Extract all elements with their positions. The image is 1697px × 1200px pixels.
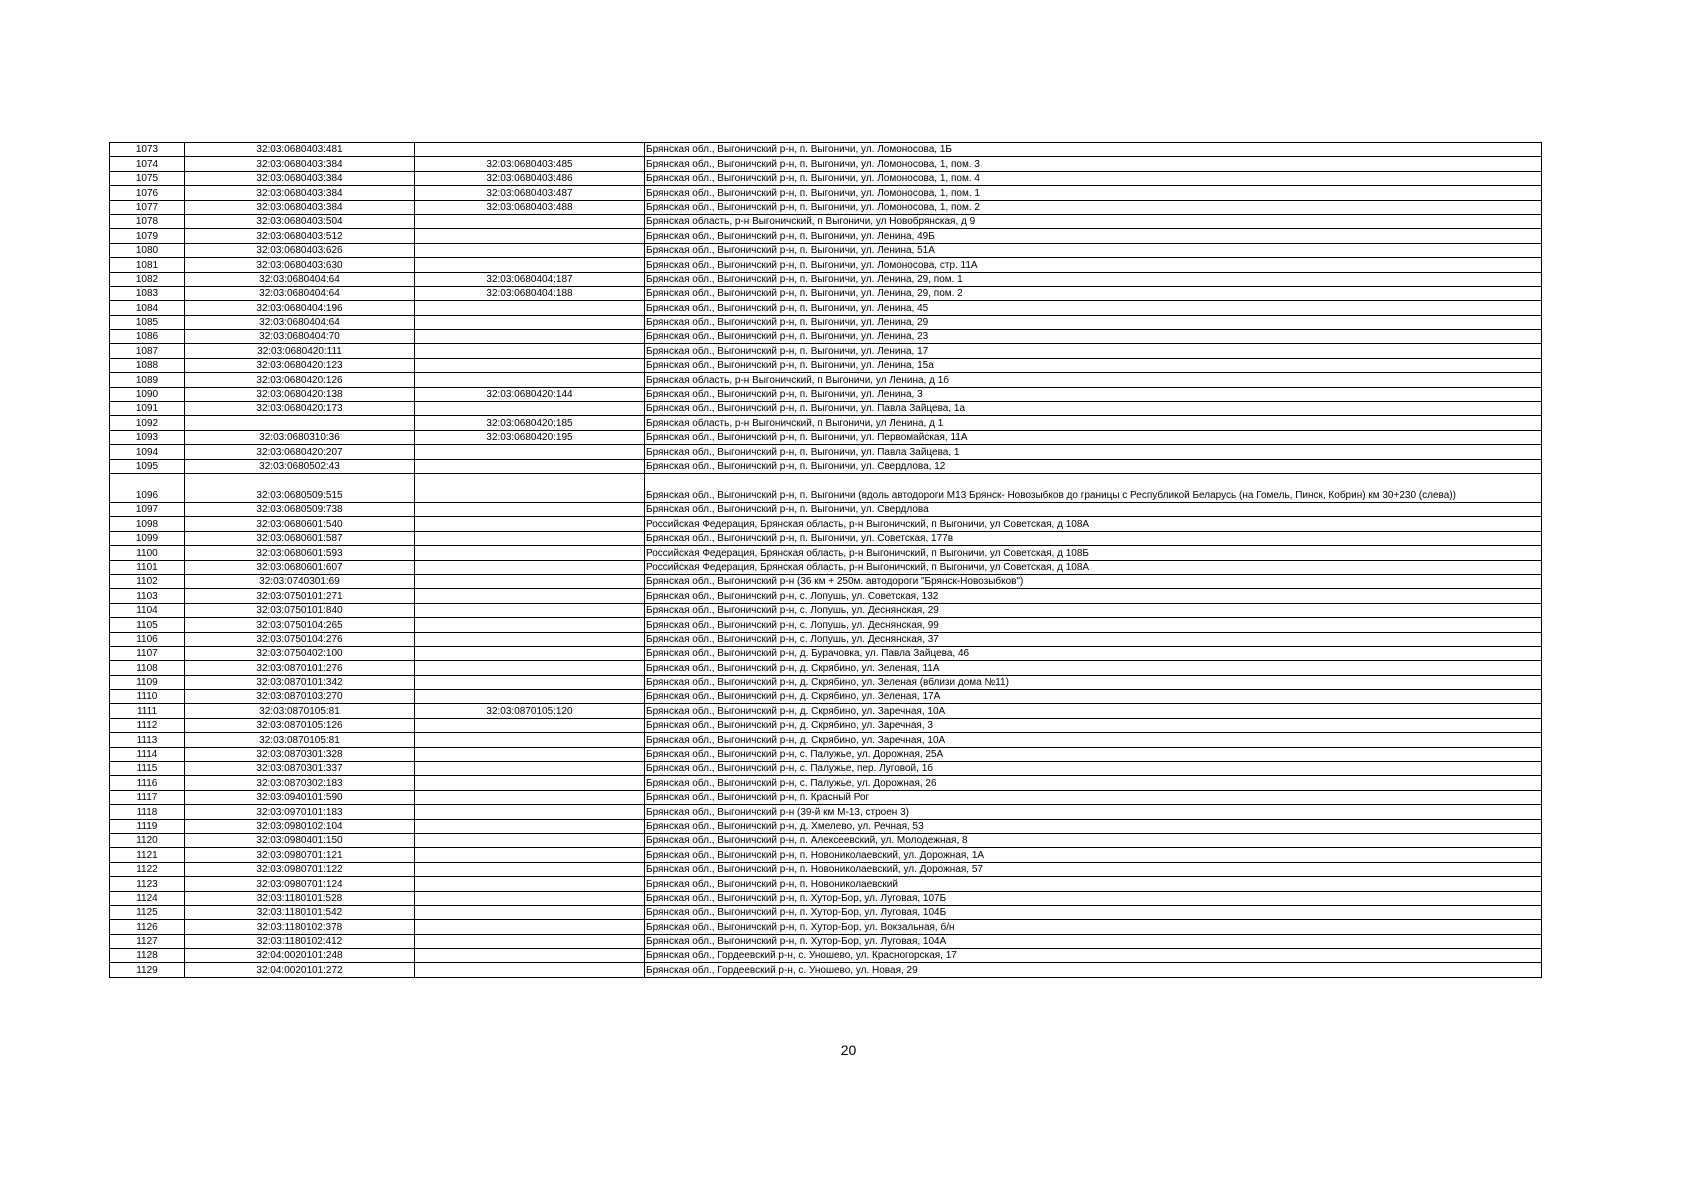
linked-cadastral-number-cell [415,589,645,603]
cadastral-number-cell: 32:03:0750104:276 [185,632,415,646]
cadastral-number-cell: 32:03:0870302:183 [185,776,415,790]
linked-cadastral-number-cell [415,776,645,790]
row-number-cell: 1105 [110,618,185,632]
table-row [110,963,1542,977]
address-cell: Брянская область, р-н Выгоничский, п Выгоничи, ул Ленина, д 1 [645,416,1542,430]
cadastral-number-cell: 32:03:0870101:276 [185,661,415,675]
address-cell: Брянская область, р-н Выгоничский, п Выгоничи, ул Ленина, д 1б [645,373,1542,387]
address-cell: Брянская обл., Выгоничский р-н, с. Лопушь, ул. Деснянская, 37 [645,632,1542,646]
linked-cadastral-number-cell: 32:03:0680420:195 [415,430,645,444]
address-cell: Брянская обл., Выгоничский р-н, с. Палужье, пер. Луговой, 1б [645,762,1542,776]
address-cell: Брянская обл., Выгоничский р-н, п. Выгоничи, ул. Свердлова [645,502,1542,516]
cadastral-number-cell: 32:04:0020101:272 [185,963,415,977]
address-cell: Брянская обл., Выгоничский р-н, п. Выгоничи, ул. Ломоносова, 1, пом. 4 [645,171,1542,185]
cadastral-number-cell: 32:03:0680403:384 [185,200,415,214]
linked-cadastral-number-cell [415,143,645,157]
row-number-cell: 1090 [110,387,185,401]
table-row [110,358,1542,372]
cadastral-number-cell: 32:03:0750402:100 [185,646,415,660]
address-cell: Брянская обл., Выгоничский р-н, с. Лопушь, ул. Деснянская, 29 [645,603,1542,617]
cadastral-number-cell: 32:03:0680420:207 [185,445,415,459]
table-row [110,171,1542,185]
table-row [110,402,1542,416]
linked-cadastral-number-cell: 32:03:0870105:120 [415,704,645,718]
row-number-cell: 1112 [110,718,185,732]
cadastral-number-cell: 32:03:0680404:64 [185,315,415,329]
row-number-cell: 1115 [110,762,185,776]
row-number-cell: 1121 [110,848,185,862]
cadastral-number-cell: 32:04:0020101:248 [185,949,415,963]
row-number-cell: 1108 [110,661,185,675]
table-row [110,214,1542,228]
linked-cadastral-number-cell [415,258,645,272]
cadastral-number-cell: 32:03:0980102:104 [185,819,415,833]
linked-cadastral-number-cell [415,214,645,228]
cadastral-number-cell: 32:03:0870101:342 [185,675,415,689]
linked-cadastral-number-cell [415,402,645,416]
linked-cadastral-number-cell [415,790,645,804]
table-row [110,747,1542,761]
address-cell: Российская Федерация, Брянская область, р-н Выгоничский, п Выгоничи, ул Советская, д 108А [645,517,1542,531]
address-cell: Брянская обл., Выгоничский р-н, п. Выгоничи, ул. Ленина, 15а [645,358,1542,372]
cadastral-number-cell: 32:03:0750101:271 [185,589,415,603]
linked-cadastral-number-cell [415,229,645,243]
linked-cadastral-number-cell [415,891,645,905]
linked-cadastral-number-cell: 32:03:0680404:188 [415,286,645,300]
table-row [110,934,1542,948]
linked-cadastral-number-cell [415,675,645,689]
linked-cadastral-number-cell [415,848,645,862]
linked-cadastral-number-cell [415,301,645,315]
address-cell: Брянская обл., Гордеевский р-н, с. Уношево, ул. Красногорская, 17 [645,949,1542,963]
linked-cadastral-number-cell [415,531,645,545]
cadastral-number-cell: 32:03:0680403:504 [185,214,415,228]
linked-cadastral-number-cell [415,330,645,344]
table-row [110,949,1542,963]
linked-cadastral-number-cell [415,560,645,574]
row-number-cell: 1073 [110,143,185,157]
table-row [110,445,1542,459]
row-number-cell: 1074 [110,157,185,171]
address-cell: Брянская обл., Выгоничский р-н (36 км + 250м. автодороги "Брянск-Новозыбков") [645,574,1542,588]
linked-cadastral-number-cell [415,805,645,819]
table-row [110,675,1542,689]
row-number-cell: 1100 [110,546,185,560]
row-number-cell: 1126 [110,920,185,934]
row-number-cell: 1110 [110,690,185,704]
table-row [110,877,1542,891]
cadastral-number-cell: 32:03:0680403:512 [185,229,415,243]
address-cell: Брянская обл., Выгоничский р-н, д. Скрябино, ул. Зеленая, 17А [645,690,1542,704]
row-number-cell: 1104 [110,603,185,617]
cadastral-number-cell: 32:03:0680601:587 [185,531,415,545]
cadastral-number-cell: 32:03:0680420:138 [185,387,415,401]
table-row [110,546,1542,560]
row-number-cell: 1102 [110,574,185,588]
cadastral-number-cell: 32:03:0750101:840 [185,603,415,617]
linked-cadastral-number-cell [415,632,645,646]
table-row [110,416,1542,430]
address-cell: Брянская обл., Выгоничский р-н, д. Скрябино, ул. Зеленая (вблизи дома №11) [645,675,1542,689]
row-number-cell: 1119 [110,819,185,833]
address-cell: Брянская обл., Выгоничский р-н, п. Выгоничи, ул. Ленина, 23 [645,330,1542,344]
linked-cadastral-number-cell [415,344,645,358]
address-cell: Брянская обл., Выгоничский р-н, п. Выгоничи, ул. Ленина, 17 [645,344,1542,358]
row-number-cell: 1122 [110,862,185,876]
linked-cadastral-number-cell [415,618,645,632]
table-row [110,833,1542,847]
cadastral-number-cell: 32:03:0980701:124 [185,877,415,891]
row-number-cell: 1082 [110,272,185,286]
linked-cadastral-number-cell [415,905,645,919]
table-row [110,618,1542,632]
linked-cadastral-number-cell [415,459,645,473]
address-cell: Брянская обл., Выгоничский р-н, п. Выгоничи, ул. Первомайская, 11А [645,430,1542,444]
address-cell: Брянская обл., Выгоничский р-н, д. Хмелево, ул. Речная, 53 [645,819,1542,833]
table-row [110,589,1542,603]
address-cell: Брянская обл., Выгоничский р-н, с. Лопушь, ул. Советская, 132 [645,589,1542,603]
cadastral-number-cell: 32:03:0680403:384 [185,157,415,171]
table-row [110,920,1542,934]
cadastral-number-cell: 32:03:0680509:738 [185,502,415,516]
linked-cadastral-number-cell [415,718,645,732]
cadastral-number-cell: 32:03:0870103:270 [185,690,415,704]
row-number-cell: 1125 [110,905,185,919]
address-cell: Брянская обл., Выгоничский р-н, д. Бурачовка, ул. Павла Зайцева, 46 [645,646,1542,660]
linked-cadastral-number-cell: 32:03:0680403:487 [415,186,645,200]
cadastral-number-cell: 32:03:0680502:43 [185,459,415,473]
cadastral-number-cell: 32:03:0680403:384 [185,186,415,200]
row-number-cell: 1086 [110,330,185,344]
address-cell: Брянская обл., Выгоничский р-н, с. Палужье, ул. Дорожная, 25А [645,747,1542,761]
cadastral-number-cell: 32:03:0680420:126 [185,373,415,387]
row-number-cell: 1084 [110,301,185,315]
table-row [110,848,1542,862]
table-row [110,560,1542,574]
address-cell: Брянская обл., Выгоничский р-н (39-й км М-13, строен 3) [645,805,1542,819]
cadastral-number-cell: 32:03:0680509:515 [185,473,415,502]
table-row [110,862,1542,876]
cadastral-number-cell: 32:03:0870105:81 [185,733,415,747]
table-row [110,632,1542,646]
cadastral-number-cell: 32:03:0870301:337 [185,762,415,776]
cadastral-number-cell: 32:03:0870105:126 [185,718,415,732]
row-number-cell: 1083 [110,286,185,300]
linked-cadastral-number-cell [415,358,645,372]
table-row [110,790,1542,804]
table-row [110,387,1542,401]
address-cell: Брянская обл., Выгоничский р-н, д. Скрябино, ул. Зеленая, 11А [645,661,1542,675]
address-cell: Брянская обл., Выгоничский р-н, п. Хутор-Бор, ул. Луговая, 104Б [645,905,1542,919]
linked-cadastral-number-cell [415,747,645,761]
linked-cadastral-number-cell [415,373,645,387]
address-cell: Брянская обл., Выгоничский р-н, п. Хутор-Бор, ул. Луговая, 104А [645,934,1542,948]
address-cell: Брянская обл., Выгоничский р-н, п. Выгоничи (вдоль автодороги М13 Брянск- Новозыбков до границы с Республикой Беларусь (на Гомель, Пинск, Кобрин) км 30+230 (слева)) [645,473,1542,502]
address-cell: Брянская обл., Выгоничский р-н, п. Выгоничи, ул. Ломоносова, стр. 11А [645,258,1542,272]
table-row [110,143,1542,157]
address-cell: Брянская обл., Выгоничский р-н, п. Выгоничи, ул. Ленина, 29, пом. 1 [645,272,1542,286]
table-row [110,661,1542,675]
table-row [110,531,1542,545]
linked-cadastral-number-cell [415,690,645,704]
cadastral-number-cell: 32:03:0680403:630 [185,258,415,272]
cadastral-number-cell: 32:03:0680403:481 [185,143,415,157]
linked-cadastral-number-cell [415,661,645,675]
address-cell: Брянская обл., Выгоничский р-н, п. Выгоничи, ул. Ленина, 3 [645,387,1542,401]
row-number-cell: 1120 [110,833,185,847]
linked-cadastral-number-cell [415,243,645,257]
linked-cadastral-number-cell: 32:03:0680420:185 [415,416,645,430]
linked-cadastral-number-cell [415,445,645,459]
address-cell: Брянская обл., Выгоничский р-н, п. Выгоничи, ул. Ленина, 45 [645,301,1542,315]
table-row [110,690,1542,704]
address-cell: Брянская область, р-н Выгоничский, п Выгоничи, ул Новобрянская, д 9 [645,214,1542,228]
row-number-cell: 1114 [110,747,185,761]
address-cell: Брянская обл., Выгоничский р-н, с. Палужье, ул. Дорожная, 26 [645,776,1542,790]
row-number-cell: 1106 [110,632,185,646]
linked-cadastral-number-cell [415,517,645,531]
address-cell: Брянская обл., Выгоничский р-н, п. Выгоничи, ул. Советская, 177в [645,531,1542,545]
linked-cadastral-number-cell [415,963,645,977]
row-number-cell: 1124 [110,891,185,905]
cadastral-number-cell: 32:03:0870301:328 [185,747,415,761]
row-number-cell: 1109 [110,675,185,689]
address-cell: Брянская обл., Выгоничский р-н, д. Скрябино, ул. Заречная, 10А [645,733,1542,747]
table-row [110,574,1542,588]
address-cell: Брянская обл., Выгоничский р-н, п. Выгоничи, ул. Павла Зайцева, 1 [645,445,1542,459]
table-row [110,704,1542,718]
linked-cadastral-number-cell: 32:03:0680403:486 [415,171,645,185]
table-row [110,315,1542,329]
linked-cadastral-number-cell [415,833,645,847]
cadastral-number-cell: 32:03:0680403:626 [185,243,415,257]
cadastral-number-cell: 32:03:0680601:540 [185,517,415,531]
table-row [110,272,1542,286]
table-row [110,330,1542,344]
row-number-cell: 1111 [110,704,185,718]
cadastral-number-cell: 32:03:0680601:607 [185,560,415,574]
row-number-cell: 1095 [110,459,185,473]
address-cell: Брянская обл., Выгоничский р-н, п. Выгоничи, ул. Ленина, 51А [645,243,1542,257]
linked-cadastral-number-cell [415,473,645,502]
table-row [110,805,1542,819]
table-row [110,473,1542,502]
cadastral-number-cell: 32:03:0680404:70 [185,330,415,344]
address-cell: Брянская обл., Выгоничский р-н, с. Лопушь, ул. Деснянская, 99 [645,618,1542,632]
linked-cadastral-number-cell [415,574,645,588]
cadastral-number-cell: 32:03:0980701:121 [185,848,415,862]
table-row [110,776,1542,790]
table-row [110,891,1542,905]
cadastral-number-cell: 32:03:0940101:590 [185,790,415,804]
cadastral-number-cell: 32:03:0750104:265 [185,618,415,632]
address-cell: Брянская обл., Выгоничский р-н, п. Новониколаевский [645,877,1542,891]
linked-cadastral-number-cell [415,762,645,776]
address-cell: Брянская обл., Выгоничский р-н, п. Выгоничи, ул. Павла Зайцева, 1а [645,402,1542,416]
page-number: 20 [840,1042,857,1058]
row-number-cell: 1081 [110,258,185,272]
row-number-cell: 1123 [110,877,185,891]
row-number-cell: 1079 [110,229,185,243]
linked-cadastral-number-cell [415,934,645,948]
cadastral-number-cell: 32:03:0680310:36 [185,430,415,444]
row-number-cell: 1101 [110,560,185,574]
address-cell: Брянская обл., Выгоничский р-н, п. Новониколаевский, ул. Дорожная, 1А [645,848,1542,862]
address-cell: Российская Федерация, Брянская область, р-н Выгоничский, п Выгоничи, ул Советская, д 108А [645,560,1542,574]
address-cell: Брянская обл., Выгоничский р-н, п. Выгоничи, ул. Ленина, 29 [645,315,1542,329]
table-row [110,603,1542,617]
row-number-cell: 1093 [110,430,185,444]
row-number-cell: 1103 [110,589,185,603]
table-row [110,905,1542,919]
linked-cadastral-number-cell [415,733,645,747]
row-number-cell: 1128 [110,949,185,963]
address-cell: Брянская обл., Выгоничский р-н, д. Скрябино, ул. Заречная, 3 [645,718,1542,732]
linked-cadastral-number-cell [415,603,645,617]
row-number-cell: 1080 [110,243,185,257]
linked-cadastral-number-cell: 32:03:0680403:488 [415,200,645,214]
row-number-cell: 1096 [110,473,185,502]
row-number-cell: 1075 [110,171,185,185]
address-cell: Брянская обл., Выгоничский р-н, п. Алексеевский, ул. Молодежная, 8 [645,833,1542,847]
table-body [110,143,1542,978]
row-number-cell: 1097 [110,502,185,516]
cadastral-number-cell: 32:03:1180102:412 [185,934,415,948]
registry-sheet [109,142,1542,978]
table-row [110,733,1542,747]
table-row [110,718,1542,732]
address-cell: Брянская обл., Выгоничский р-н, п. Красный Рог [645,790,1542,804]
address-cell: Брянская обл., Выгоничский р-н, д. Скрябино, ул. Заречная, 10А [645,704,1542,718]
cadastral-number-cell: 32:03:0740301:69 [185,574,415,588]
linked-cadastral-number-cell: 32:03:0680404:187 [415,272,645,286]
table-row [110,459,1542,473]
row-number-cell: 1116 [110,776,185,790]
linked-cadastral-number-cell [415,862,645,876]
cadastral-number-cell: 32:03:0980701:122 [185,862,415,876]
table-row [110,373,1542,387]
row-number-cell: 1107 [110,646,185,660]
row-number-cell: 1092 [110,416,185,430]
row-number-cell: 1099 [110,531,185,545]
row-number-cell: 1089 [110,373,185,387]
address-cell: Брянская обл., Выгоничский р-н, п. Выгоничи, ул. Ломоносова, 1, пом. 2 [645,200,1542,214]
linked-cadastral-number-cell [415,920,645,934]
address-cell: Брянская обл., Выгоничский р-н, п. Выгоничи, ул. Ломоносова, 1Б [645,143,1542,157]
table-row [110,344,1542,358]
linked-cadastral-number-cell [415,646,645,660]
table-row [110,243,1542,257]
linked-cadastral-number-cell: 32:03:0680403:485 [415,157,645,171]
row-number-cell: 1076 [110,186,185,200]
linked-cadastral-number-cell [415,949,645,963]
table-row [110,258,1542,272]
row-number-cell: 1091 [110,402,185,416]
linked-cadastral-number-cell [415,315,645,329]
cadastral-number-cell: 32:03:1180101:542 [185,905,415,919]
address-cell: Брянская обл., Выгоничский р-н, п. Выгоничи, ул. Ломоносова, 1, пом. 1 [645,186,1542,200]
row-number-cell: 1088 [110,358,185,372]
linked-cadastral-number-cell: 32:03:0680420:144 [415,387,645,401]
cadastral-number-cell: 32:03:0980401:150 [185,833,415,847]
table-row [110,186,1542,200]
row-number-cell: 1127 [110,934,185,948]
cadastral-number-cell: 32:03:0680404:196 [185,301,415,315]
row-number-cell: 1094 [110,445,185,459]
address-cell: Брянская обл., Выгоничский р-н, п. Хутор-Бор, ул. Вокзальная, б/н [645,920,1542,934]
row-number-cell: 1129 [110,963,185,977]
cadastral-number-cell: 32:03:1180102:378 [185,920,415,934]
row-number-cell: 1087 [110,344,185,358]
address-cell: Брянская обл., Выгоничский р-н, п. Выгоничи, ул. Ломоносова, 1, пом. 3 [645,157,1542,171]
address-cell: Брянская обл., Выгоничский р-н, п. Выгоничи, ул. Ленина, 49Б [645,229,1542,243]
cadastral-number-cell: 32:03:0680420:111 [185,344,415,358]
row-number-cell: 1077 [110,200,185,214]
cadastral-number-cell: 32:03:0680420:123 [185,358,415,372]
cadastral-number-cell: 32:03:0680420:173 [185,402,415,416]
table-row [110,286,1542,300]
linked-cadastral-number-cell [415,819,645,833]
table-row [110,517,1542,531]
table-row [110,646,1542,660]
linked-cadastral-number-cell [415,502,645,516]
cadastral-number-cell: 32:03:0680404:64 [185,272,415,286]
table-row [110,502,1542,516]
cadastral-number-cell: 32:03:1180101:528 [185,891,415,905]
address-cell: Брянская обл., Выгоничский р-н, п. Хутор-Бор, ул. Луговая, 107Б [645,891,1542,905]
table-row [110,229,1542,243]
table-row [110,301,1542,315]
row-number-cell: 1113 [110,733,185,747]
table-row [110,762,1542,776]
table-row [110,157,1542,171]
address-cell: Брянская обл., Выгоничский р-н, п. Новониколаевский, ул. Дорожная, 57 [645,862,1542,876]
cadastral-number-cell: 32:03:0970101:183 [185,805,415,819]
cadastral-number-cell: 32:03:0680601:593 [185,546,415,560]
cadastral-number-cell: 32:03:0680404:64 [185,286,415,300]
address-cell: Российская Федерация, Брянская область, р-н Выгоничский, п Выгоничи, ул Советская, д 108Б [645,546,1542,560]
address-cell: Брянская обл., Выгоничский р-н, п. Выгоничи, ул. Свердлова, 12 [645,459,1542,473]
linked-cadastral-number-cell [415,546,645,560]
linked-cadastral-number-cell [415,877,645,891]
address-cell: Брянская обл., Выгоничский р-н, п. Выгоничи, ул. Ленина, 29, пом. 2 [645,286,1542,300]
registry-table [109,142,1542,978]
row-number-cell: 1118 [110,805,185,819]
cadastral-number-cell: 32:03:0870105:81 [185,704,415,718]
table-row [110,819,1542,833]
address-cell: Брянская обл., Гордеевский р-н, с. Уношево, ул. Новая, 29 [645,963,1542,977]
row-number-cell: 1098 [110,517,185,531]
table-row [110,200,1542,214]
cadastral-number-cell: 32:03:0680403:384 [185,171,415,185]
table-row [110,430,1542,444]
row-number-cell: 1078 [110,214,185,228]
row-number-cell: 1085 [110,315,185,329]
row-number-cell: 1117 [110,790,185,804]
cadastral-number-cell [185,416,415,430]
